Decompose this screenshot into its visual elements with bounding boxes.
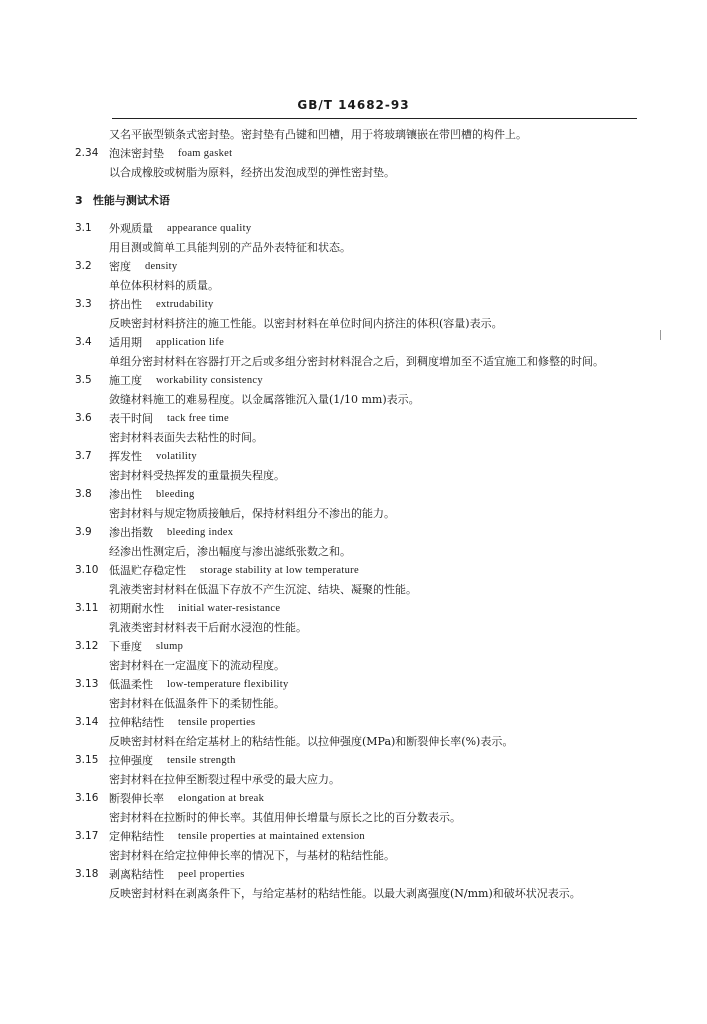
term-entry [75,789,645,808]
term-number: 3.5 [75,374,92,386]
term-english: bleeding [156,489,195,500]
term-definition: 密封材料表面失去粘性的时间。 [109,431,263,444]
term-entry [75,865,645,884]
term-english: tensile strength [167,755,236,766]
term-english: volatility [156,451,197,462]
term-entry [75,257,645,276]
term-english: density [145,261,178,272]
term-definition: 反映密封材料在给定基材上的粘结性能。以拉伸强度(MPa)和断裂伸长率(%)表示。 [109,735,514,748]
term-number: 3.15 [75,754,99,766]
term-english: tensile properties [178,717,256,728]
term-chinese: 表干时间 [109,412,153,425]
term-chinese: 拉伸粘结性 [109,716,164,729]
term-entry [75,599,645,618]
term-number: 3.9 [75,526,92,538]
term-english: tensile properties at maintained extension [178,831,365,842]
term-definition: 密封材料在给定拉伸伸长率的情况下，与基材的粘结性能。 [109,849,395,862]
term-english: application life [156,337,225,348]
term-chinese: 挤出性 [109,298,142,311]
term-entry [75,561,645,580]
term-english: tack free time [167,413,229,424]
term-english: slump [156,641,184,652]
term-entry [75,675,645,694]
term-definition: 敛缝材料施工的难易程度。以金属落锥沉入量(1/10 mm)表示。 [109,393,420,406]
term-number: 3.8 [75,488,92,500]
term-definition: 用目测或简单工具能判别的产品外表特征和状态。 [109,241,351,254]
term-number: 3.14 [75,716,99,728]
term-english: bleeding index [167,527,234,538]
term-english: elongation at break [178,793,265,804]
term-definition: 密封材料在拉伸至断裂过程中承受的最大应力。 [109,773,340,786]
term-entry-2-34 [75,144,645,163]
term-chinese: 泡沫密封垫 [109,147,164,160]
section-number: 3 [75,194,83,207]
term-number: 3.6 [75,412,92,424]
term-english: low-temperature flexibility [167,679,289,690]
term-number: 3.13 [75,678,99,690]
term-definition: 单位体积材料的质量。 [109,279,219,292]
term-number: 3.2 [75,260,92,272]
term-entry [75,713,645,732]
term-chinese: 低温贮存稳定性 [109,564,186,577]
page-header [0,98,707,112]
term-definition: 经渗出性测定后，渗出幅度与渗出滤纸张数之和。 [109,545,351,558]
margin-mark [660,330,661,340]
term-definition: 密封材料在低温条件下的柔韧性能。 [109,697,285,710]
document-body [75,125,645,903]
term-number: 3.4 [75,336,92,348]
term-english: extrudability [156,299,214,310]
term-chinese: 密度 [109,260,131,273]
term-definition: 密封材料在拉断时的伸长率。其值用伸长增量与原长之比的百分数表示。 [109,811,461,824]
term-entry [75,447,645,466]
term-entry [75,523,645,542]
term-chinese: 渗出指数 [109,526,153,539]
standard-code: GB/T 14682-93 [297,98,410,112]
term-chinese: 外观质量 [109,222,153,235]
term-entry [75,827,645,846]
section-heading [75,191,645,210]
term-definition: 乳液类密封材料在低温下存放不产生沉淀、结块、凝聚的性能。 [109,583,417,596]
term-entry [75,409,645,428]
term-entry [75,637,645,656]
term-definition: 反映密封材料挤注的施工性能。以密封材料在单位时间内挤注的体积(容量)表示。 [109,317,503,330]
section-title: 性能与测试术语 [92,194,170,207]
term-chinese: 挥发性 [109,450,142,463]
term-english: workability consistency [156,375,263,386]
term-chinese: 适用期 [109,336,142,349]
term-chinese: 定伸粘结性 [109,830,164,843]
term-entry [75,295,645,314]
term-entry [75,219,645,238]
term-number: 3.10 [75,564,99,576]
header-rule [112,118,637,119]
term-number: 3.11 [75,602,99,614]
term-chinese: 剥离粘结性 [109,868,164,881]
term-chinese: 渗出性 [109,488,142,501]
term-english: appearance quality [167,223,252,234]
term-definition: 密封材料在一定温度下的流动程度。 [109,659,285,672]
term-number: 3.7 [75,450,92,462]
term-list [75,219,645,903]
term-number: 3.3 [75,298,92,310]
continuation-text: 又名平嵌型锁条式密封垫。密封垫有凸键和凹槽，用于将玻璃镶嵌在带凹槽的构件上。 [109,128,527,141]
term-entry [75,333,645,352]
term-number: 3.12 [75,640,99,652]
term-definition: 以合成橡胶或树脂为原料，经挤出发泡成型的弹性密封垫。 [109,166,395,179]
term-number: 3.17 [75,830,99,842]
term-english: foam gasket [178,148,233,159]
term-english: initial water-resistance [178,603,281,614]
term-chinese: 断裂伸长率 [109,792,164,805]
term-definition: 密封材料与规定物质接触后，保持材料组分不渗出的能力。 [109,507,395,520]
term-english: storage stability at low temperature [200,565,359,576]
term-definition: 单组分密封材料在容器打开之后或多组分密封材料混合之后，到稠度增加至不适宜施工和修整的时间。 [109,355,604,368]
term-entry [75,751,645,770]
term-number: 2.34 [75,147,99,159]
term-number: 3.1 [75,222,92,234]
term-chinese: 低温柔性 [109,678,153,691]
term-chinese: 施工度 [109,374,142,387]
term-number: 3.16 [75,792,99,804]
term-entry [75,485,645,504]
term-chinese: 拉伸强度 [109,754,153,767]
term-definition: 密封材料受热挥发的重量损失程度。 [109,469,285,482]
term-definition: 反映密封材料在剥离条件下，与给定基材的粘结性能。以最大剥离强度(N/mm)和破坏状况表示。 [109,887,581,900]
term-english: peel properties [178,869,245,880]
term-chinese: 初期耐水性 [109,602,164,615]
term-number: 3.18 [75,868,99,880]
term-chinese: 下垂度 [109,640,142,653]
term-definition: 乳液类密封材料表干后耐水浸泡的性能。 [109,621,307,634]
term-entry [75,371,645,390]
